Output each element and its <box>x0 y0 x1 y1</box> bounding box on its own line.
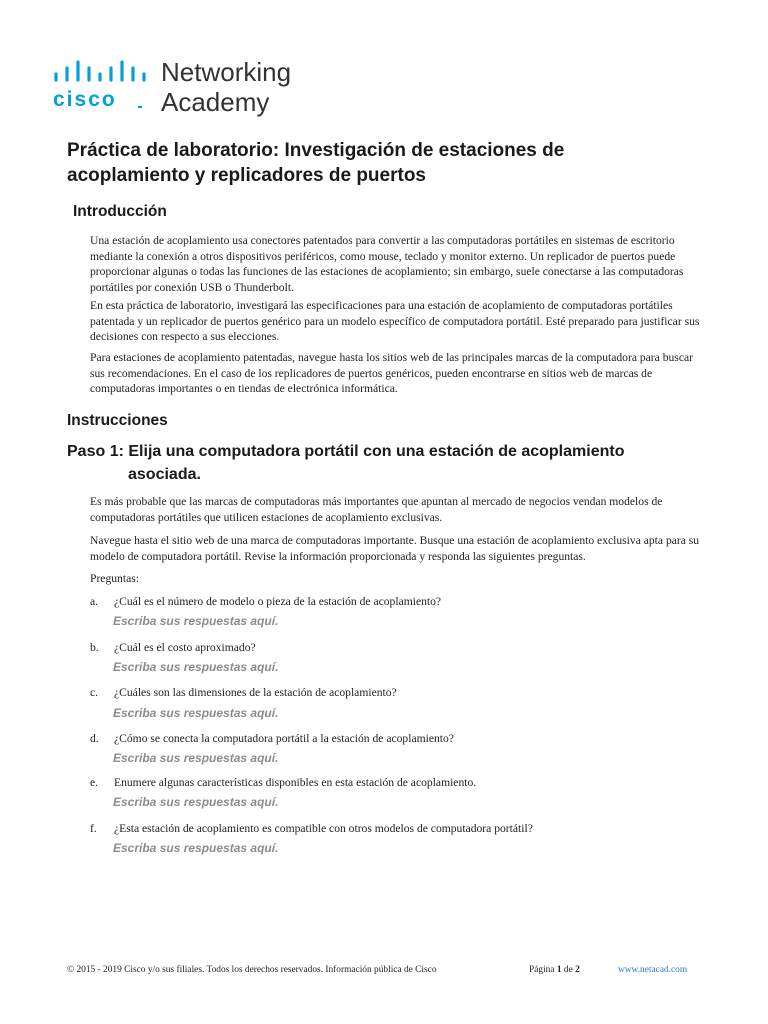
answer-field-f[interactable]: Escriba sus respuestas aquí. <box>113 841 279 855</box>
answer-field-c[interactable]: Escriba sus respuestas aquí. <box>113 706 279 720</box>
answer-field-d[interactable]: Escriba sus respuestas aquí. <box>113 751 279 765</box>
questions-label: Preguntas: <box>90 572 139 585</box>
step-1-heading <box>67 440 687 486</box>
question-letter: c. <box>90 686 99 699</box>
step-1-paragraph-1: Es más probable que las marcas de computadoras más importantes que apuntan al mercado de negocios vendan modelos de computadoras portátiles que utilicen estaciones de acoplamiento exclusivas. <box>90 495 663 524</box>
answer-field-e[interactable]: Escriba sus respuestas aquí. <box>113 795 279 809</box>
question-letter: f. <box>90 822 97 835</box>
question-text: Enumere algunas características disponibles en esta estación de acoplamiento. <box>114 776 477 789</box>
logo-line-academy: Academy <box>161 87 270 117</box>
footer-page-number: Página 1 de 2 <box>529 965 580 975</box>
answer-field-b[interactable]: Escriba sus respuestas aquí. <box>113 660 279 674</box>
intro-paragraph-2: En esta práctica de laboratorio, investigará las especificaciones para una estación de acoplamiento de computadoras portátiles patentada y un replicador de puertos genérico para un modelo específico de computadora portátil. Esté preparado para justificar sus decisiones con respecto a sus elecciones. <box>90 299 700 344</box>
question-letter: a. <box>90 595 99 608</box>
page-title: Práctica de laboratorio: Investigación de estaciones de acoplamiento y replicadores de puertos <box>67 140 565 186</box>
intro-paragraph-1: Una estación de acoplamiento usa conectores patentados para convertir a las computadoras portátiles en sistemas de escritorio mediante la conexión a otros dispositivos periféricos, como mouse, teclado y monitor externo. Un replicador de puertos puede proporcionar algunas o todas las funciones de las estaciones de acoplamiento; sin embargo, suele conectarse a las computadoras portátiles por conexión USB o Thunderbolt. <box>90 234 684 294</box>
step-number: Paso 1: <box>67 443 124 460</box>
question-text: ¿Esta estación de acoplamiento es compatible con otros modelos de computadora portátil? <box>114 822 533 835</box>
question-letter: d. <box>90 732 99 745</box>
wordmark-dot <box>138 106 142 108</box>
step-title-line1: Elija una computadora portátil con una estación de acoplamiento <box>128 443 625 460</box>
footer-copyright: © 2015 - 2019 Cisco y/o sus filiales. Todos los derechos reservados. Información pública de Cisco <box>67 965 437 975</box>
cisco-bars-icon <box>53 60 147 84</box>
step-title-line2: asociada. <box>128 466 201 483</box>
intro-heading: Introducción <box>73 203 167 220</box>
logo-line-networking: Networking <box>161 57 292 87</box>
instructions-heading: Instrucciones <box>67 412 168 429</box>
question-text: ¿Cuál es el costo aproximado? <box>114 641 256 654</box>
question-letter: e. <box>90 776 99 789</box>
cisco-networking-academy-logo <box>53 58 313 118</box>
question-text: ¿Cómo se conecta la computadora portátil a la estación de acoplamiento? <box>114 732 454 745</box>
intro-paragraph-3: Para estaciones de acoplamiento patentadas, navegue hasta los sitios web de las principales marcas de la computadora para buscar sus recomendaciones. En el caso de los replicadores de puertos genéricos, pueden encontrarse en sitios web de marcas de computadoras importantes o en tiendas de electrónica informática. <box>90 351 693 396</box>
cisco-wordmark: cisco <box>53 88 117 111</box>
question-letter: b. <box>90 641 99 654</box>
answer-field-a[interactable]: Escriba sus respuestas aquí. <box>113 614 279 628</box>
question-text: ¿Cuál es el número de modelo o pieza de la estación de acoplamiento? <box>114 595 442 608</box>
step-1-paragraph-2: Navegue hasta el sitio web de una marca de computadoras importante. Busque una estación de acoplamiento exclusiva apta para su modelo de computadora portátil. Revise la información proporcionada y responda las siguientes preguntas. <box>90 534 700 563</box>
footer-url-link[interactable]: www.netacad.com <box>618 965 688 975</box>
question-text: ¿Cuáles son las dimensiones de la estación de acoplamiento? <box>114 686 397 699</box>
